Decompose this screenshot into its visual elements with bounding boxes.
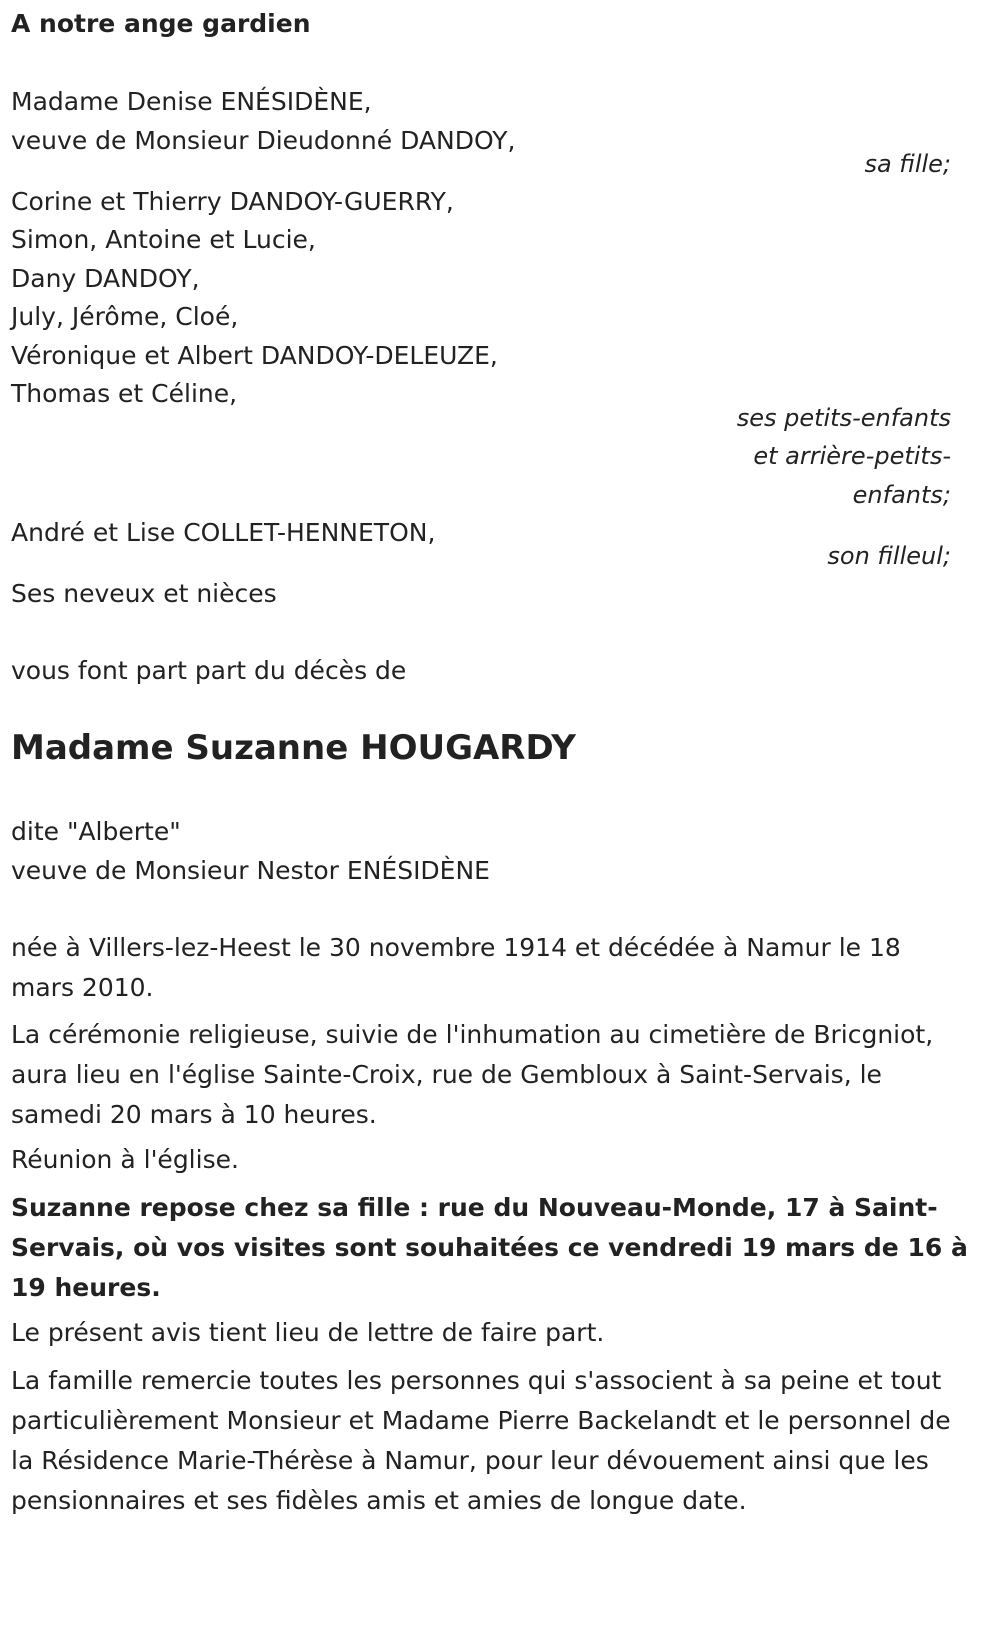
grandchildren-line-5: Véronique et Albert DANDOY-DELEUZE,: [11, 341, 498, 370]
grandchildren-line-2: Simon, Antoine et Lucie,: [11, 225, 316, 254]
thanks-paragraph: La famille remercie toutes les personnes qui s'associent à sa peine et tout particulièrement Monsieur et Madame Pierre Backelandt et le personnel de la Résidence Marie-Thérèse à Namur, pour leur dévouement ainsi que les pensionnaires et ses fidèles amis et amies de longue date.: [11, 1366, 951, 1515]
nephews-line: Ses neveux et nièces: [11, 579, 277, 608]
alias-line: dite "Alberte": [11, 817, 181, 846]
birth-death-paragraph: née à Villers-lez-Heest le 30 novembre 1914 et décédée à Namur le 18 mars 2010.: [11, 933, 901, 1002]
notice-line: Le présent avis tient lieu de lettre de faire part.: [11, 1318, 605, 1347]
godson-role: son filleul;: [827, 542, 951, 570]
godson-line: André et Lise COLLET-HENNETON,: [11, 518, 436, 547]
daughter-role: sa fille;: [864, 150, 951, 178]
ceremony-paragraph: La cérémonie religieuse, suivie de l'inhumation au cimetière de Bricgniot, aura lieu en l'église Sainte-Croix, rue de Gembloux à Saint-Servais, le samedi 20 mars à 10 heures.: [11, 1020, 934, 1129]
widow-line: veuve de Monsieur Nestor ENÉSIDÈNE: [11, 856, 490, 885]
grandchildren-line-6: Thomas et Céline,: [11, 379, 238, 408]
grandchildren-line-1: Corine et Thierry DANDOY-GUERRY,: [11, 187, 454, 216]
grandchildren-role-line-3: enfants;: [852, 481, 951, 509]
grandchildren-role-line-1: ses petits-enfants: [736, 404, 951, 432]
daughter-line-1: Madame Denise ENÉSIDÈNE,: [11, 87, 372, 116]
intro-line: vous font part part du décès de: [11, 656, 407, 685]
visits-paragraph: Suzanne repose chez sa fille : rue du Nouveau-Monde, 17 à Saint-Servais, où vos visites sont souhaitées ce vendredi 19 mars de 16 à 19 heures.: [11, 1193, 968, 1302]
grandchildren-role-line-2: et arrière-petits-: [753, 442, 951, 470]
header-title: A notre ange gardien: [11, 9, 311, 38]
daughter-line-2: veuve de Monsieur Dieudonné DANDOY,: [11, 126, 516, 155]
grandchildren-line-4: July, Jérôme, Cloé,: [11, 302, 239, 331]
deceased-name: Madame Suzanne HOUGARDY: [11, 728, 576, 768]
meeting-line: Réunion à l'église.: [11, 1145, 239, 1174]
grandchildren-line-3: Dany DANDOY,: [11, 264, 200, 293]
